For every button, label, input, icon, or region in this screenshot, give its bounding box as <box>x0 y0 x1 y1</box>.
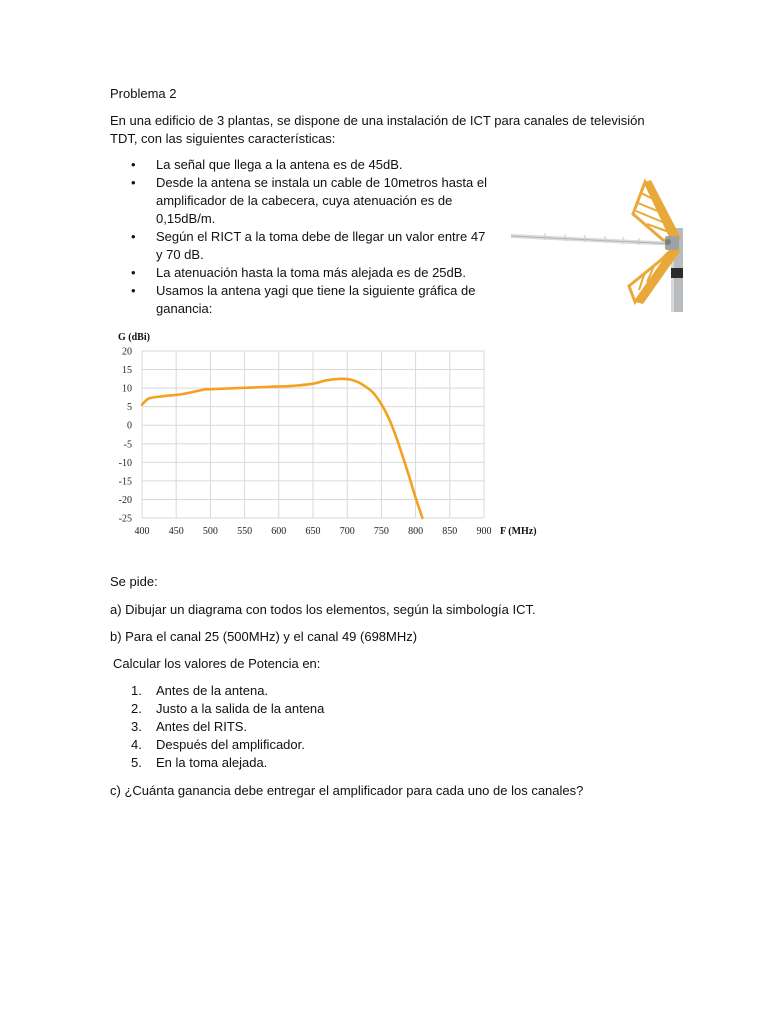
bullet-icon: • <box>131 175 136 190</box>
y-tick-label: -5 <box>123 439 132 451</box>
list-number: 4. <box>131 737 142 752</box>
list-item-text: La atenuación hasta la toma más alejada es de 25dB. <box>156 265 467 280</box>
list-number: 5. <box>131 755 142 770</box>
y-tick-label: 0 <box>127 420 132 432</box>
bullet-icon: • <box>131 283 136 298</box>
yagi-antenna-photo <box>505 176 705 312</box>
x-tick-label: 600 <box>271 526 287 537</box>
list-item <box>131 174 491 228</box>
list-item <box>131 282 491 318</box>
y-tick-label: 5 <box>127 402 132 414</box>
y-tick-label: 20 <box>122 346 132 358</box>
chart-y-label: G (dBi) <box>118 332 150 343</box>
x-tick-label: 800 <box>408 526 424 537</box>
question-b: b) Para el canal 25 (500MHz) y el canal 49 (698MHz) <box>110 629 418 644</box>
list-item-text: Antes de la antena. <box>156 683 269 698</box>
x-tick-label: 850 <box>442 526 458 537</box>
y-tick-label: -20 <box>118 494 132 506</box>
bullet-icon: • <box>131 157 136 172</box>
y-tick-label: -25 <box>118 513 132 525</box>
list-number: 3. <box>131 719 142 734</box>
list-number: 2. <box>131 701 142 716</box>
y-tick-label: 10 <box>122 383 132 395</box>
list-item <box>131 700 324 718</box>
list-item-text: La señal que llega a la antena es de 45dB. <box>156 157 403 172</box>
list-item <box>131 264 491 282</box>
list-item <box>131 228 491 264</box>
list-item-text: ganancia: <box>156 301 213 316</box>
numbered-list <box>131 682 324 772</box>
x-tick-label: 550 <box>237 526 253 537</box>
list-item-text: amplificador de la cabecera, cuya atenuación es de <box>156 193 453 208</box>
list-item-text: En la toma alejada. <box>156 755 268 770</box>
x-tick-label: 400 <box>134 526 150 537</box>
list-item-text: 0,15dB/m. <box>156 211 216 226</box>
list-item-text: Justo a la salida de la antena <box>156 701 325 716</box>
list-item <box>131 156 491 174</box>
list-item <box>131 718 324 736</box>
y-tick-label: 15 <box>122 365 132 377</box>
list-item-text: Usamos la antena yagi que tiene la siguiente gráfica de <box>156 283 476 298</box>
x-tick-label: 700 <box>339 526 355 537</box>
list-item <box>131 736 324 754</box>
intro-line-2: TDT, con las siguientes características: <box>110 131 336 146</box>
list-item-text: Desde la antena se instala un cable de 10metros hasta el <box>156 175 487 190</box>
se-pide-label: Se pide: <box>110 574 158 589</box>
bullet-icon: • <box>131 265 136 280</box>
question-c: c) ¿Cuánta ganancia debe entregar el amplificador para cada uno de los canales? <box>110 783 584 798</box>
list-item-text: Según el RICT a la toma debe de llegar un valor entre 47 <box>156 229 486 244</box>
x-tick-label: 450 <box>168 526 184 537</box>
chart-x-label: F (MHz) <box>500 526 537 537</box>
x-tick-label: 500 <box>202 526 218 537</box>
problem-title: Problema 2 <box>110 86 177 101</box>
list-item-text: Después del amplificador. <box>156 737 305 752</box>
question-a: a) Dibujar un diagrama con todos los elementos, según la simbología ICT. <box>110 602 536 617</box>
gain-chart <box>108 326 548 540</box>
x-tick-label: 900 <box>476 526 492 537</box>
calc-intro: Calcular los valores de Potencia en: <box>113 656 321 671</box>
bullet-icon: • <box>131 229 136 244</box>
list-item <box>131 682 324 700</box>
intro-line-1: En una edificio de 3 plantas, se dispone de una instalación de ICT para canales de televisión <box>110 113 645 128</box>
x-tick-label: 650 <box>305 526 321 537</box>
list-item-text: y 70 dB. <box>156 247 204 262</box>
characteristics-list <box>131 156 491 318</box>
list-number: 1. <box>131 683 142 698</box>
y-tick-label: -10 <box>118 457 132 469</box>
gain-series-line <box>142 379 422 518</box>
list-item-text: Antes del RITS. <box>156 719 248 734</box>
x-tick-label: 750 <box>373 526 389 537</box>
list-item <box>131 754 324 772</box>
y-tick-label: -15 <box>118 476 132 488</box>
